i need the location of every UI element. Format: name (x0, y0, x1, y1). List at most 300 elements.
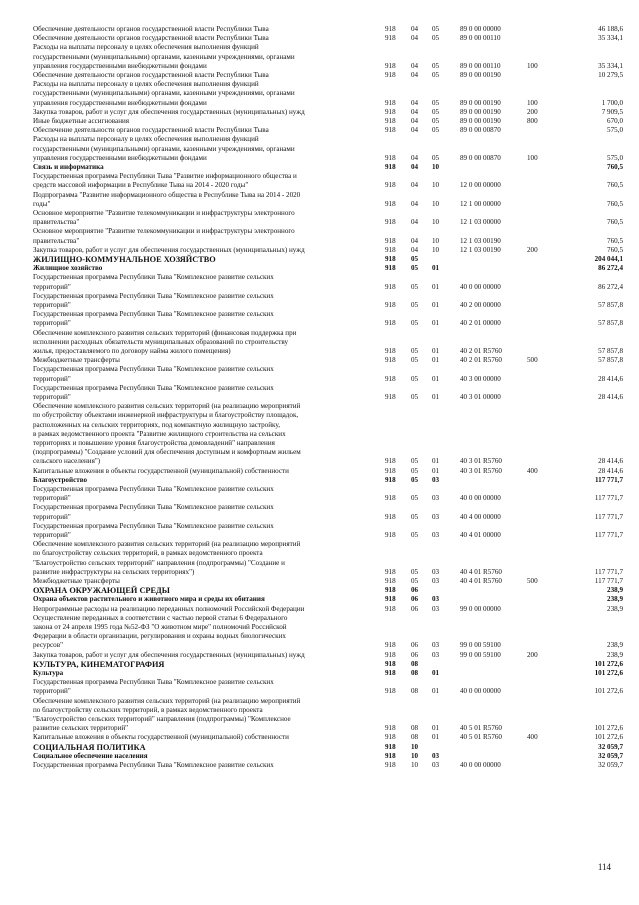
table-row (0, 467, 639, 476)
section-code: 10 (411, 742, 419, 751)
table-row (0, 522, 639, 540)
budget-admin-code: 918 (385, 107, 396, 116)
section-code: 08 (411, 659, 419, 668)
table-row (0, 651, 639, 660)
budget-admin-code: 918 (385, 199, 396, 208)
amount: 670,0 (607, 116, 623, 125)
subsection-code: 05 (432, 34, 440, 43)
section-code: 04 (411, 181, 419, 190)
table-row (0, 34, 639, 43)
row-description: Обеспечение деятельности органов государственной власти Республики Тыва (33, 25, 269, 33)
budget-admin-code: 918 (385, 126, 396, 135)
amount: 117 771,7 (594, 512, 623, 521)
row-description: Государственная программа Республики Тыва "Комплексное развитие сельских территорий" (33, 291, 274, 309)
row-description: Осуществление переданных в соответствии с частью первой статьи 6 Федерального закона от 24 апреля 1995 года №52-ФЗ "О животном мире" полномочий Российской Федерации в области организации, регулирования и охраны водных биологических ресурсов" (33, 613, 288, 650)
section-code: 05 (411, 319, 419, 328)
row-description: Основное мероприятие "Развитие телекоммуникации и инфраструктуры электронного правительства" (33, 209, 295, 227)
budget-admin-code: 918 (385, 374, 396, 383)
amount: 32 059,7 (598, 742, 623, 751)
row-description: Государственная программа Республики Тыва "Комплексное развитие сельских территорий" (33, 521, 274, 539)
table-row (0, 752, 639, 761)
subsection-code: 05 (432, 61, 440, 70)
row-description: ОХРАНА ОКРУЖАЮЩЕЙ СРЕДЫ (33, 586, 170, 596)
subsection-code: 03 (432, 604, 440, 613)
target-article-code: 89 0 00 00190 (460, 107, 501, 116)
subsection-code: 01 (432, 724, 440, 733)
budget-admin-code: 918 (385, 98, 396, 107)
section-code: 04 (411, 24, 419, 33)
table-row (0, 209, 639, 227)
budget-admin-code: 918 (385, 282, 396, 291)
subsection-code: 03 (432, 641, 440, 650)
budget-admin-code: 918 (385, 116, 396, 125)
subsection-code: 01 (432, 733, 440, 742)
table-row (0, 191, 639, 209)
subsection-code: 03 (432, 567, 440, 576)
row-description: Государственная программа Республики Тыва "Комплексное развитие сельских территорий" (33, 273, 274, 291)
amount: 7 909,5 (601, 107, 623, 116)
amount: 760,5 (607, 236, 623, 245)
amount: 101 272,6 (594, 733, 623, 742)
row-description: Государственная программа Республики Тыва "Развитие информационного общества и средств массовой информации в Республике Тыва на 2014 - 2020 годы" (33, 172, 297, 190)
target-article-code: 12 1 03 00190 (460, 236, 501, 245)
target-article-code: 40 3 01 00000 (460, 392, 501, 401)
table-row (0, 476, 639, 485)
row-description: Основное мероприятие "Развитие телекоммуникации и инфраструктуры электронного правительства" (33, 227, 295, 245)
amount: 238,9 (607, 595, 623, 604)
section-code: 04 (411, 236, 419, 245)
amount: 575,0 (607, 126, 623, 135)
target-article-code: 99 0 00 00000 (460, 604, 501, 613)
budget-admin-code: 918 (385, 218, 396, 227)
section-code: 04 (411, 126, 419, 135)
amount: 760,5 (607, 218, 623, 227)
section-code: 05 (411, 374, 419, 383)
row-description: Государственная программа Республики Тыва "Комплексное развитие сельских территорий" (33, 678, 274, 696)
budget-admin-code: 918 (385, 751, 396, 760)
amount: 28 414,6 (598, 374, 623, 383)
subsection-code: 05 (432, 98, 440, 107)
amount: 35 334,1 (598, 61, 623, 70)
section-code: 06 (411, 586, 419, 595)
budget-admin-code: 918 (385, 576, 396, 585)
budget-admin-code: 918 (385, 181, 396, 190)
section-code: 08 (411, 668, 419, 677)
table-row (0, 80, 639, 108)
section-code: 06 (411, 595, 419, 604)
table-row (0, 365, 639, 383)
budget-admin-code: 918 (385, 659, 396, 668)
target-article-code: 40 0 00 00000 (460, 760, 501, 769)
budget-admin-code: 918 (385, 70, 396, 79)
table-row (0, 605, 639, 614)
row-description: Государственная программа Республики Тыва "Комплексное развитие сельских территорий" (33, 485, 274, 503)
target-article-code: 99 0 00 59100 (460, 641, 501, 650)
row-description: Закупка товаров, работ и услуг для обеспечения государственных (муниципальных) нужд (33, 650, 305, 659)
amount: 575,0 (607, 153, 623, 162)
subsection-code: 01 (432, 374, 440, 383)
subsection-code: 05 (432, 116, 440, 125)
row-description: Закупка товаров, работ и услуг для обеспечения государственных (муниципальных) нужд (33, 107, 305, 116)
table-row (0, 108, 639, 117)
amount: 28 414,6 (598, 466, 623, 475)
row-description: Государственная программа Республики Тыва "Комплексное развитие сельских территорий" (33, 503, 274, 521)
target-article-code: 89 0 00 00190 (460, 98, 501, 107)
target-article-code: 40 0 00 00000 (460, 282, 501, 291)
row-description: Связь и информатика (33, 163, 104, 171)
target-article-code: 12 0 00 00000 (460, 181, 501, 190)
budget-admin-code: 918 (385, 567, 396, 576)
section-code: 05 (411, 457, 419, 466)
section-code: 10 (411, 751, 419, 760)
row-description: Обеспечение комплексного развития сельских территорий (на реализацию мероприятий по благоустройству сельских территорий, в рамках ведомственного проекта "Благоустройство сельских территорий" направления (подпрограммы) "Комплексное развитие сельских территорий" (33, 696, 301, 733)
subsection-code: 10 (432, 245, 440, 254)
expense-type-code: 200 (527, 245, 538, 254)
section-code: 04 (411, 116, 419, 125)
subsection-code: 05 (432, 153, 440, 162)
target-article-code: 40 4 01 R5760 (460, 567, 502, 576)
section-code: 04 (411, 107, 419, 116)
subsection-code: 01 (432, 668, 440, 677)
section-code: 10 (411, 760, 419, 769)
budget-admin-code: 918 (385, 604, 396, 613)
subsection-code: 03 (432, 576, 440, 585)
amount: 238,9 (607, 604, 623, 613)
subsection-code: 10 (432, 199, 440, 208)
row-description: Обеспечение комплексного развития сельских территорий (на реализацию мероприятий по обустройству объектами инженерной инфраструктуры и благоустройству площадок, расположенных на сельских территориях, под компактную жилищную застройку, в рамках ведомственного проекта "Развитие жилищного строительства на сельских территориях и повышение уровня благоустройства домовладений" направления (подпрограммы) "Создание условий для обеспечения доступным и комфортным жильем сельского населения") (33, 402, 301, 466)
row-description: ЖИЛИЩНО-КОММУНАЛЬНОЕ ХОЗЯЙСТВО (33, 255, 216, 264)
amount: 238,9 (607, 586, 623, 595)
expense-type-code: 100 (527, 153, 538, 162)
subsection-code: 05 (432, 126, 440, 135)
subsection-code: 10 (432, 162, 440, 171)
amount: 101 272,6 (594, 687, 623, 696)
row-description: Обеспечение деятельности органов государственной власти Республики Тыва (33, 34, 269, 43)
section-code: 04 (411, 153, 419, 162)
budget-admin-code: 918 (385, 254, 396, 263)
budget-admin-code: 918 (385, 457, 396, 466)
budget-admin-code: 918 (385, 475, 396, 484)
section-code: 05 (411, 300, 419, 309)
budget-admin-code: 918 (385, 153, 396, 162)
subsection-code: 01 (432, 300, 440, 309)
amount: 101 272,6 (594, 724, 623, 733)
amount: 35 334,1 (598, 34, 623, 43)
row-description: Государственная программа Республики Тыва "Комплексное развитие сельских территорий" (33, 310, 274, 328)
section-code: 05 (411, 494, 419, 503)
subsection-code: 01 (432, 457, 440, 466)
subsection-code: 01 (432, 356, 440, 365)
target-article-code: 89 0 00 00110 (460, 34, 501, 43)
table-row (0, 71, 639, 80)
table-row (0, 255, 639, 264)
section-code: 05 (411, 530, 419, 539)
target-article-code: 12 1 03 00000 (460, 218, 501, 227)
amount: 101 272,6 (594, 659, 623, 668)
section-code: 04 (411, 162, 419, 171)
target-article-code: 40 5 01 R5760 (460, 733, 502, 742)
section-code: 04 (411, 199, 419, 208)
row-description: Межбюджетные трансферты (33, 577, 120, 585)
amount: 117 771,7 (594, 530, 623, 539)
subsection-code: 05 (432, 70, 440, 79)
target-article-code: 89 0 00 00190 (460, 70, 501, 79)
table-row (0, 540, 639, 577)
budget-admin-code: 918 (385, 494, 396, 503)
target-article-code: 40 2 01 R5760 (460, 356, 502, 365)
row-description: Государственная программа Республики Тыва "Комплексное развитие сельских территорий" (33, 365, 274, 383)
table-row (0, 43, 639, 71)
amount: 86 272,4 (598, 264, 623, 273)
budget-admin-code: 918 (385, 319, 396, 328)
subsection-code: 03 (432, 530, 440, 539)
budget-admin-code: 918 (385, 742, 396, 751)
row-description: Расходы на выплаты персоналу в целях обеспечения выполнения функций государственными (муниципальными) органами, казенными учреждениями, органами управления государственными внебюджетными фондами (33, 135, 295, 162)
target-article-code: 89 0 00 00870 (460, 153, 501, 162)
budget-admin-code: 918 (385, 733, 396, 742)
subsection-code: 05 (432, 107, 440, 116)
row-description: Расходы на выплаты персоналу в целях обеспечения выполнения функций государственными (муниципальными) органами, казенными учреждениями, органами управления государственными внебюджетными фондами (33, 80, 295, 107)
section-code: 04 (411, 61, 419, 70)
amount: 28 414,6 (598, 392, 623, 401)
section-code: 05 (411, 264, 419, 273)
budget-admin-code: 918 (385, 162, 396, 171)
row-description: Государственная программа Республики Тыва "Комплексное развитие сельских (33, 761, 274, 769)
subsection-code: 03 (432, 760, 440, 769)
amount: 57 857,8 (598, 356, 623, 365)
target-article-code: 99 0 00 59100 (460, 650, 501, 659)
target-article-code: 12 1 00 00000 (460, 199, 501, 208)
target-article-code: 89 0 00 00190 (460, 116, 501, 125)
target-article-code: 40 4 00 00000 (460, 512, 501, 521)
subsection-code: 10 (432, 218, 440, 227)
section-code: 05 (411, 346, 419, 355)
row-description: Подпрограмма "Развитие информационного общества в Республике Тыва на 2014 - 2020 годы" (33, 190, 301, 208)
table-row (0, 126, 639, 135)
target-article-code: 12 1 03 00190 (460, 245, 501, 254)
amount: 117 771,7 (595, 475, 623, 484)
table-row (0, 660, 639, 669)
row-description: Обеспечение комплексного развития сельских территорий (финансовая поддержка при исполнении расходных обязательств муниципальных образований по строительству жилья, предоставляемого по договору найма жилого помещения) (33, 328, 297, 355)
row-description: Обеспечение деятельности органов государственной власти Республики Тыва (33, 126, 269, 135)
section-code: 05 (411, 512, 419, 521)
amount: 46 188,6 (598, 24, 623, 33)
row-description: Капитальные вложения в объекты государственной (муниципальной) собственности (33, 733, 289, 742)
row-description: Обеспечение деятельности органов государственной власти Республики Тыва (33, 71, 269, 79)
amount: 117 771,7 (594, 576, 623, 585)
row-description: Иные бюджетные ассигнования (33, 117, 130, 125)
target-article-code: 40 2 01 00000 (460, 319, 501, 328)
section-code: 05 (411, 392, 419, 401)
expense-type-code: 500 (527, 576, 538, 585)
row-description: Непрограммные расходы на реализацию переданных полномочий Российской Федерации (33, 604, 305, 613)
table-row (0, 292, 639, 310)
section-code: 08 (411, 687, 419, 696)
page-number: 114 (597, 862, 611, 872)
table-row (0, 163, 639, 172)
table-row (0, 586, 639, 595)
amount: 760,5 (607, 199, 623, 208)
budget-admin-code: 918 (385, 236, 396, 245)
budget-admin-code: 918 (385, 34, 396, 43)
table-row (0, 485, 639, 503)
target-article-code: 40 3 01 R5760 (460, 466, 502, 475)
subsection-code: 01 (432, 264, 440, 273)
row-description: Закупка товаров, работ и услуг для обеспечения государственных (муниципальных) нужд (33, 245, 305, 254)
amount: 1 700,0 (601, 98, 623, 107)
table-row (0, 25, 639, 34)
budget-admin-code: 918 (385, 512, 396, 521)
table-row (0, 678, 639, 696)
amount: 760,5 (607, 181, 623, 190)
budget-admin-code: 918 (385, 650, 396, 659)
expense-type-code: 400 (527, 733, 538, 742)
table-row (0, 117, 639, 126)
target-article-code: 40 2 00 00000 (460, 300, 501, 309)
section-code: 04 (411, 98, 419, 107)
subsection-code: 03 (432, 650, 440, 659)
section-code: 06 (411, 641, 419, 650)
amount: 204 044,1 (594, 254, 623, 263)
subsection-code: 03 (432, 475, 440, 484)
subsection-code: 03 (432, 512, 440, 521)
target-article-code: 40 4 01 00000 (460, 530, 501, 539)
subsection-code: 01 (432, 282, 440, 291)
table-row (0, 761, 639, 770)
row-description: Обеспечение комплексного развития сельских территорий (на реализацию мероприятий по благоустройству сельских территорий, в рамках ведомственного проекта "Благоустройство сельских территорий" направления (подпрограммы) "Создание и развитие инфраструктуры на сельских территориях") (33, 540, 301, 576)
target-article-code: 40 0 00 00000 (460, 494, 501, 503)
subsection-code: 03 (432, 751, 440, 760)
budget-admin-code: 918 (385, 264, 396, 273)
table-row (0, 595, 639, 604)
subsection-code: 01 (432, 346, 440, 355)
subsection-code: 10 (432, 181, 440, 190)
section-code: 05 (411, 466, 419, 475)
section-code: 05 (411, 254, 419, 263)
budget-admin-code: 918 (385, 61, 396, 70)
budget-admin-code: 918 (385, 595, 396, 604)
amount: 760,5 (607, 162, 623, 171)
target-article-code: 40 3 00 00000 (460, 374, 501, 383)
budget-admin-code: 918 (385, 586, 396, 595)
table-row (0, 743, 639, 752)
expense-type-code: 500 (527, 356, 538, 365)
budget-admin-code: 918 (385, 724, 396, 733)
budget-admin-code: 918 (385, 687, 396, 696)
section-code: 08 (411, 724, 419, 733)
budget-admin-code: 918 (385, 668, 396, 677)
target-article-code: 40 2 01 R5760 (460, 346, 502, 355)
section-code: 05 (411, 475, 419, 484)
table-row (0, 402, 639, 466)
amount: 57 857,8 (598, 300, 623, 309)
subsection-code: 05 (432, 24, 440, 33)
row-description: Охрана объектов растительного и животного мира и среды их обитания (33, 595, 265, 604)
subsection-code: 03 (432, 494, 440, 503)
table-row (0, 733, 639, 742)
subsection-code: 03 (432, 595, 440, 604)
row-description: Капитальные вложения в объекты государственной (муниципальной) собственности (33, 466, 289, 475)
row-description: Культура (33, 669, 64, 677)
row-description: Социальное обеспечение населения (33, 751, 148, 760)
budget-admin-code: 918 (385, 530, 396, 539)
amount: 10 279,5 (598, 70, 623, 79)
budget-admin-code: 918 (385, 300, 396, 309)
row-description: СОЦИАЛЬНАЯ ПОЛИТИКА (33, 742, 146, 752)
amount: 238,9 (607, 641, 623, 650)
table-row (0, 669, 639, 678)
subsection-code: 01 (432, 319, 440, 328)
amount: 32 059,7 (598, 751, 623, 760)
budget-admin-code: 918 (385, 392, 396, 401)
section-code: 06 (411, 604, 419, 613)
subsection-code: 01 (432, 466, 440, 475)
target-article-code: 40 3 01 R5760 (460, 457, 502, 466)
row-description: Межбюджетные трансферты (33, 356, 120, 365)
amount: 28 414,6 (598, 457, 623, 466)
table-row (0, 697, 639, 734)
table-row (0, 172, 639, 190)
table-row (0, 614, 639, 651)
amount: 86 272,4 (598, 282, 623, 291)
section-code: 05 (411, 282, 419, 291)
row-description: Государственная программа Республики Тыва "Комплексное развитие сельских территорий" (33, 383, 274, 401)
row-description: Благоустройство (33, 475, 88, 484)
amount: 101 272,6 (594, 668, 623, 677)
table-row (0, 273, 639, 291)
budget-admin-code: 918 (385, 245, 396, 254)
target-article-code: 40 5 01 R5760 (460, 724, 502, 733)
section-code: 04 (411, 245, 419, 254)
budget-admin-code: 918 (385, 760, 396, 769)
section-code: 05 (411, 567, 419, 576)
table-row (0, 384, 639, 402)
section-code: 05 (411, 356, 419, 365)
subsection-code: 10 (432, 236, 440, 245)
target-article-code: 89 0 00 00870 (460, 126, 501, 135)
expense-type-code: 100 (527, 61, 538, 70)
table-row (0, 264, 639, 273)
expense-type-code: 100 (527, 98, 538, 107)
table-row (0, 329, 639, 357)
budget-admin-code: 918 (385, 466, 396, 475)
amount: 117 771,7 (594, 494, 623, 503)
expense-type-code: 400 (527, 466, 538, 475)
subsection-code: 01 (432, 392, 440, 401)
amount: 117 771,7 (594, 567, 623, 576)
table-row (0, 246, 639, 255)
subsection-code: 01 (432, 687, 440, 696)
section-code: 04 (411, 70, 419, 79)
expense-type-code: 800 (527, 116, 538, 125)
amount: 57 857,8 (598, 346, 623, 355)
table-row (0, 356, 639, 365)
amount: 760,5 (607, 245, 623, 254)
amount: 32 059,7 (598, 760, 623, 769)
table-row (0, 310, 639, 328)
amount: 57 857,8 (598, 319, 623, 328)
target-article-code: 89 0 00 00110 (460, 61, 501, 70)
section-code: 08 (411, 733, 419, 742)
target-article-code: 40 0 00 00000 (460, 687, 501, 696)
section-code: 05 (411, 576, 419, 585)
target-article-code: 89 0 00 00000 (460, 24, 501, 33)
row-description: Расходы на выплаты персоналу в целях обеспечения выполнения функций государственными (муниципальными) органами, казенными учреждениями, органами управления государственными внебюджетными фондами (33, 43, 295, 70)
expense-type-code: 200 (527, 107, 538, 116)
budget-admin-code: 918 (385, 641, 396, 650)
table-row (0, 227, 639, 245)
row-description: КУЛЬТУРА, КИНЕМАТОГРАФИЯ (33, 659, 165, 669)
